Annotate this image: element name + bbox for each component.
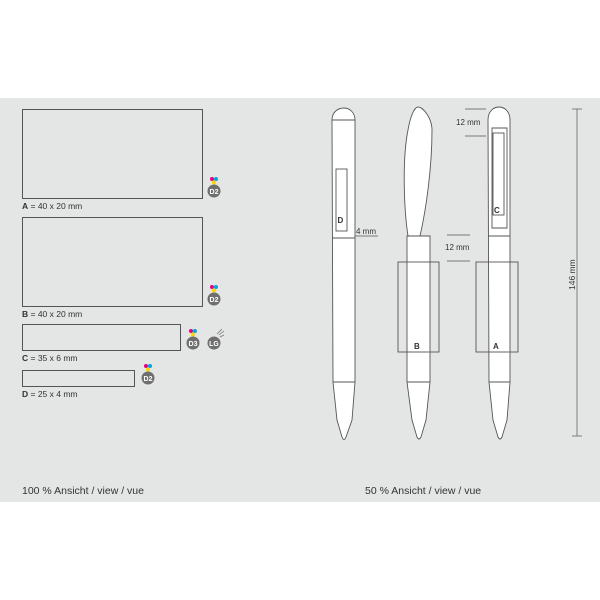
pen-front-print-marker: D <box>337 216 344 225</box>
print-area-b-dimension: = 40 x 20 mm <box>28 309 83 319</box>
pen-front-view <box>332 108 355 440</box>
print-area-a-letter: A <box>22 201 29 211</box>
pen-side-print-marker: B <box>414 342 420 351</box>
badge-code: D3 <box>188 341 198 348</box>
print-area-a-dimension: = 40 x 20 mm <box>28 201 83 211</box>
print-area-c-dimension: = 35 x 6 mm <box>28 353 78 363</box>
pen-back-view <box>476 107 518 439</box>
barrel-clearance-dimension: 12 mm <box>445 243 470 252</box>
badge-code: D2 <box>209 189 219 196</box>
total-length-dimension: 146 mm <box>567 259 577 290</box>
badge-code: LG <box>209 341 219 348</box>
badge-code: D2 <box>209 297 219 304</box>
print-area-d-dimension: = 25 x 4 mm <box>28 389 78 399</box>
footer-right-scale: 50 % Ansicht / view / vue <box>365 485 482 497</box>
footer-left-scale: 100 % Ansicht / view / vue <box>22 485 144 497</box>
pen-side-view <box>398 107 439 439</box>
pen-back-print-marker-c: C <box>494 206 500 215</box>
print-area-d-letter: D <box>22 389 29 399</box>
clip-clearance-dimension: 12 mm <box>456 118 481 127</box>
print-area-d-height-dimension: 4 mm <box>356 227 376 236</box>
badge-code: D2 <box>143 376 153 383</box>
pen-back-print-marker-a: A <box>493 342 499 351</box>
print-area-c-letter: C <box>22 353 29 363</box>
print-area-b-letter: B <box>22 309 29 319</box>
